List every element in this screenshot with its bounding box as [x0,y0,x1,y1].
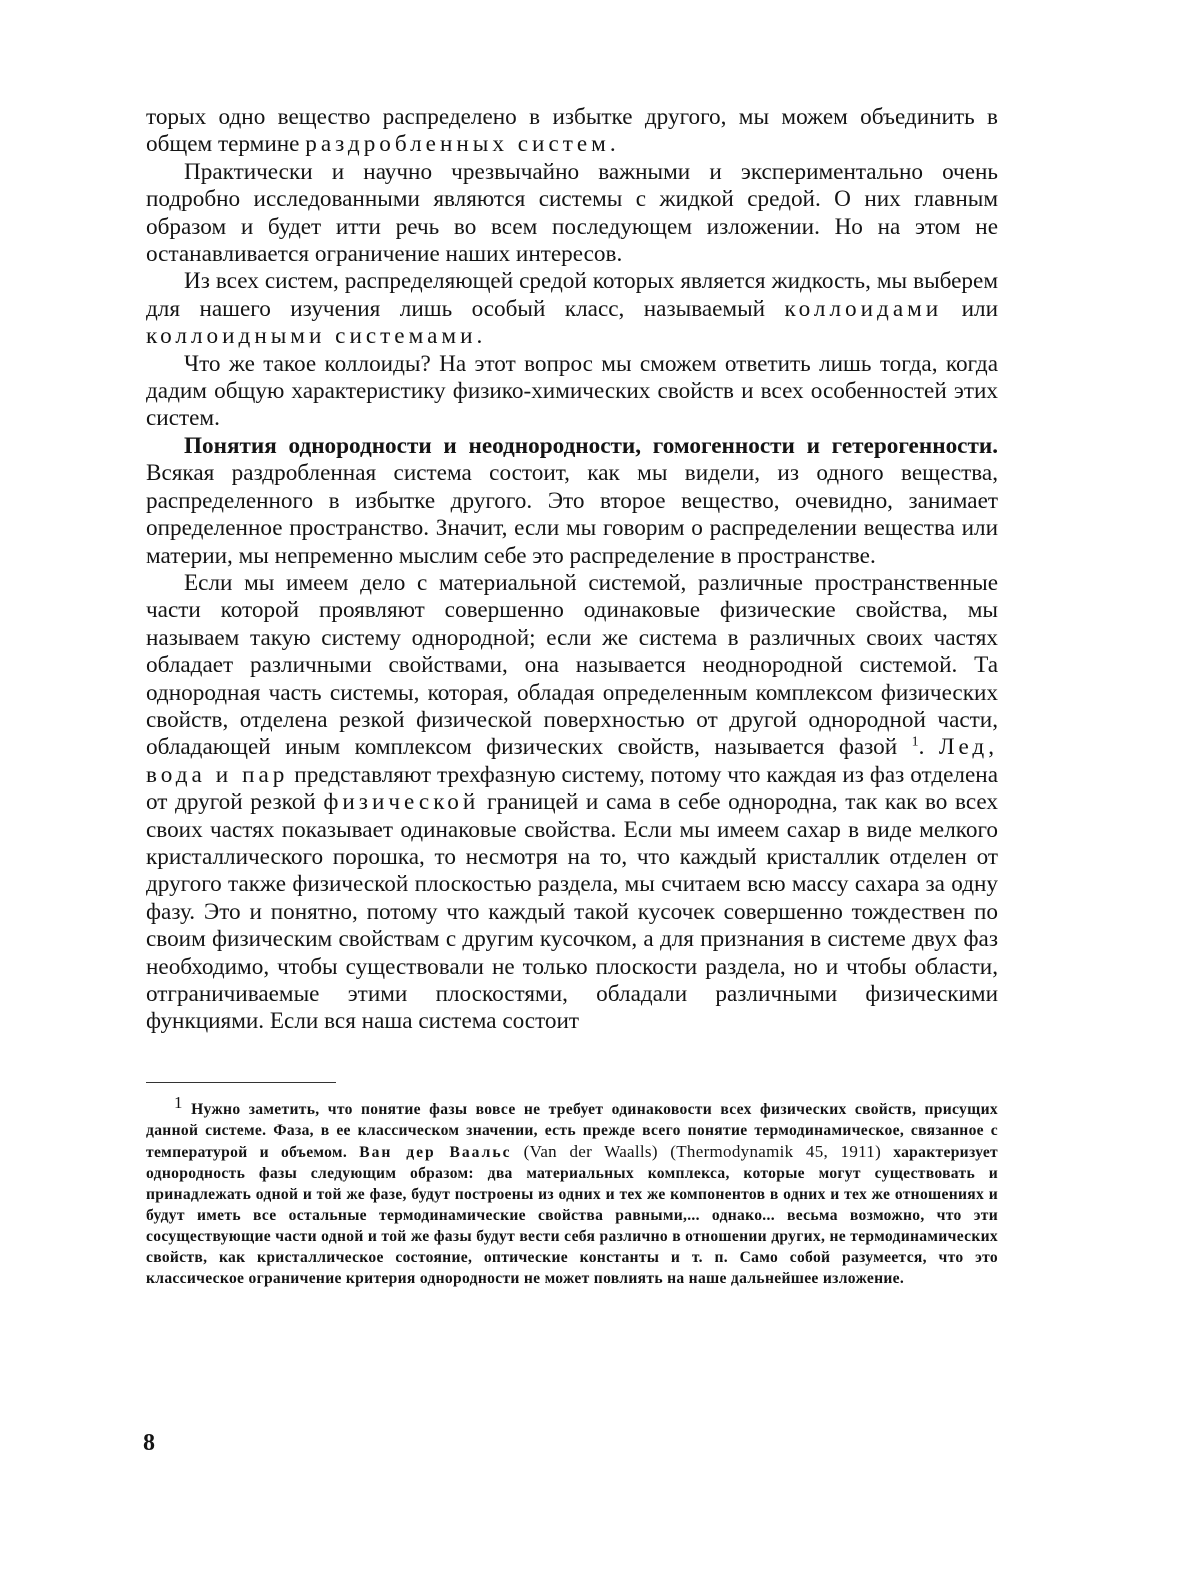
footnote-marker: 1 [174,1092,183,1112]
p1-term: раздробленных систем [305,131,610,158]
p6-ice-water-steam: Лед, вода и пар [146,734,999,788]
p5-text: Всякая раздробленная система состоит, как мы видели, из одного вещества, распределенного в избытке другого. Это второе вещество, очевидно, занимает определенное пространство. Значит, если мы говорим о распределении вещества или материи, мы непременно мыслим себе это распределение в пространстве. [146,460,998,569]
p6-text-d: границей и сама в себе однородна, так как во всех своих частях показывает одинаковые свойства. Если мы имеем сахар в виде мелкого кристаллического порошка, то несмотря на то, что каждый кристаллик отделен от другого также физической плоскостью раздела, мы считаем всю массу сахара за одну фазу. Это и понятно, потому что каждый такой кусочек совершенно тождествен по своим физическим свойствам с другим кусочком, а для признания в системе двух фаз необходимо, чтобы существовали не только плоскости раздела, но и чтобы области, отграничиваемые этими плоскостями, обладали различными физическими функциями. Если вся наша система состоит [146,789,998,1035]
p6-text-c: представляют трехфазную систему, потому что каждая из фаз отделена от другой резкой [146,761,998,816]
page-number: 8 [143,1430,155,1456]
paragraph-2: Практически и научно чрезвычайно важными и экспериментально очень подробно исследованными являются системы с жидкой средой. О них главным образом и будет итти речь во всем последующем изложении. Но на этом не останавливается ограничение наших интересов. [146,158,998,268]
p3-text: Из всех систем, распределяющей средой которых является жидкость, мы выберем для нашего изучения лишь особый класс, называемый [146,268,998,322]
paragraph-4: Что же такое коллоиды? На этот вопрос мы сможем ответить лишь тогда, когда дадим общую характеристику физико-химических свойств и всех особенностей этих систем. [146,350,998,432]
footnote-reference-work: (Van der Waalls) (Thermodynamik 45, 1911) [523,1141,882,1161]
p3-or: или [961,295,999,322]
footnote [146,1092,999,1289]
paragraph-3 [146,268,998,350]
footnote-paragraph [146,1092,999,1289]
page-content [146,104,998,1289]
main-text [146,104,998,1036]
p6-dot: . [918,734,925,761]
footnote-reference: 1 [911,734,919,750]
p6-text-a: Если мы имеем дело с материальной системой, различные пространственные части которой проявляют совершенно одинаковые физические свойства, мы называем такую систему однородной; если же система в различных своих частях обладает различными свойствами, она называется неоднородной системой. Та однородная часть системы, которая, обладая определенным комплексом физических свойств, отделена резкой физической поверхностью от другой однородной части, обладающей иным комплексом физических свойств, называется фазой [146,569,998,761]
p3-term-colloidal-systems: коллоидными системами [146,323,477,350]
footnote-divider [146,1082,336,1083]
p1-text: торых одно вещество распределено в избытке другого, мы можем объединить в общем термине [146,104,998,158]
p6-physical: физической [323,789,480,816]
paragraph-1 [146,104,998,159]
paragraph-6 [146,570,998,1036]
footnote-text-a: Нужно заметить, что понятие фазы вовсе не требует одинаковости всех физических свойств, присущих данной системе. Фаза, в ее классическом значении, есть прежде всего понятие термодинамическое, связанное с температурой и объемом. [146,1100,998,1161]
footnote-text-b: характеризует однородность фазы следующим образом: два материальных комплекса, которые могут существовать и принадлежать одной и той же фазе, будут построены из одних и тех же компонентов в одних и тех же отношениях и будут иметь все остальные термодинамические свойства равными,... однако... весьма возможно, что эти сосуществующие части одной и той же фазы будут вести себя различно в отношении других, не термодинамических свойств, как кристаллическое состояние, оптические константы и т. п. Само собой разумеется, что это классическое ограничение критерия однородности не может повлиять на наше дальнейшее изложение. [146,1143,999,1287]
footnote-author: Ван дер Ваальс [359,1143,512,1161]
paragraph-5 [146,433,998,570]
section-heading: Понятия однородности и неоднородности, гомогенности и гетерогенности. [184,432,998,459]
p3-term-colloids: коллоидами [784,295,943,322]
p3-end: . [476,323,483,350]
p1-end: . [609,131,616,158]
